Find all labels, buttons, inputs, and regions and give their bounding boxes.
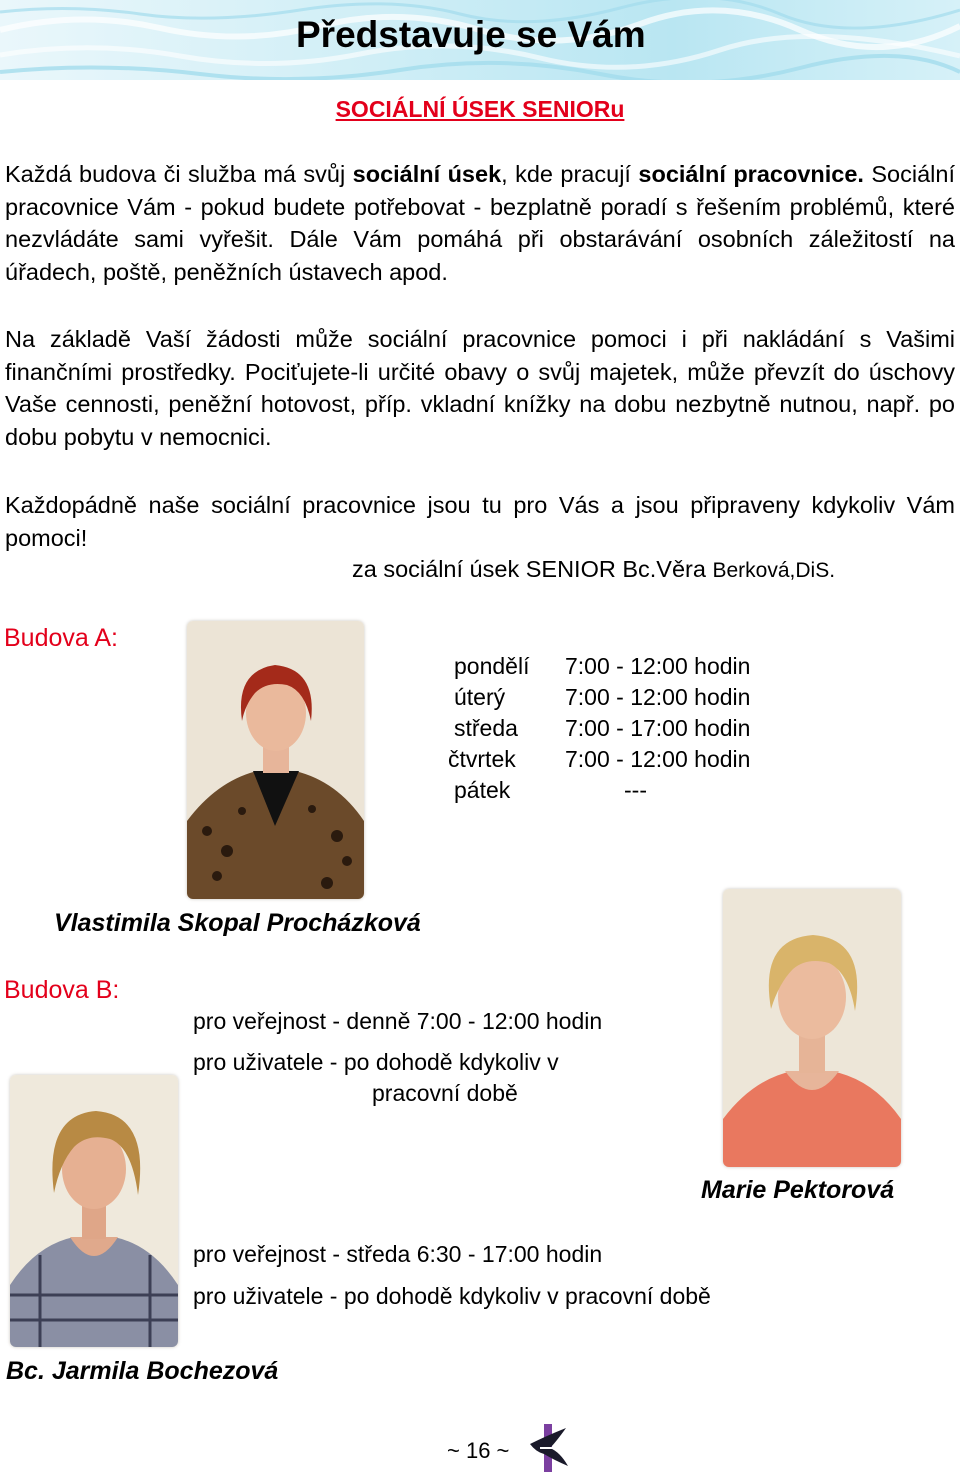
person-name-jarmila: Bc. Jarmila Bochezová — [6, 1357, 279, 1385]
jarmila-public-hours: pro veřejnost - středa 6:30 - 17:00 hodin — [193, 1241, 603, 1267]
page-title: Představuje se Vám — [296, 14, 646, 55]
hours-time: 7:00 - 12:00 hodin — [565, 684, 751, 710]
header-banner — [0, 0, 960, 80]
marie-users-hours-line2: pracovní době — [372, 1080, 518, 1106]
hours-time: --- — [624, 777, 647, 803]
hours-day: úterý — [454, 684, 506, 710]
person-name-vlastimila: Vlastimila Skopal Procházková — [54, 909, 421, 937]
photo-jarmila — [10, 1075, 178, 1347]
section-subtitle: SOCIÁLNÍ ÚSEK SENIORu — [335, 96, 625, 122]
hours-day: pondělí — [454, 653, 530, 679]
swallow-logo — [526, 1422, 570, 1479]
intro-paragraph-1: Každá budova či služba má svůj sociální úsek, kde pracují sociální pracovnice. Sociální pracovnice Vám - pokud budete potřebovat - bezplatně poradí s řešením problémů, které nezvládáte sami vyřešit. Dále Vám pomáhá při obstarávání osobních záležitostí na úřadech, poště, peněžních ústavech apod. — [5, 161, 955, 285]
hours-day: středa — [454, 715, 518, 741]
building-a-label: Budova A: — [4, 624, 118, 652]
marie-users-hours-line1: pro uživatele - po dohodě kdykoliv v — [193, 1049, 559, 1075]
intro-paragraph-2: Na základě Vaší žádosti může sociální pracovnice pomoci i při nakládání s Vašimi finančními prostředky. Pociťujete-li určité obavy o svůj majetek, může převzít do úschovy Vaše cennosti, peněžní hotovost, příp. vkladní knížky na dobu nezbytně nutnou, např. po dobu pobytu v nemocnici. — [5, 326, 955, 450]
hours-day: čtvrtek — [448, 746, 516, 772]
building-b-label: Budova B: — [4, 976, 120, 1004]
photo-marie — [723, 889, 901, 1167]
photo-vlastimila — [187, 621, 364, 899]
portrait-image — [723, 889, 901, 1167]
portrait-image — [10, 1075, 178, 1347]
page-number: ~ 16 ~ — [447, 1438, 510, 1463]
jarmila-users-hours: pro uživatele - po dohodě kdykoliv v pracovní době — [193, 1283, 711, 1309]
hours-time: 7:00 - 12:00 hodin — [565, 746, 751, 772]
intro-paragraph-3: Každopádně naše sociální pracovnice jsou tu pro Vás a jsou připraveny kdykoliv Vám pomoci! — [5, 492, 955, 551]
marie-public-hours: pro veřejnost - denně 7:00 - 12:00 hodin — [193, 1008, 603, 1034]
portrait-image — [187, 621, 364, 899]
hours-time: 7:00 - 17:00 hodin — [565, 715, 751, 741]
signature: za sociální úsek SENIOR Bc.Věra Berková,DiS. — [352, 556, 836, 582]
hours-day: pátek — [454, 777, 511, 803]
person-name-marie: Marie Pektorová — [701, 1176, 895, 1204]
bird-logo-icon — [526, 1422, 570, 1474]
hours-time: 7:00 - 12:00 hodin — [565, 653, 751, 679]
